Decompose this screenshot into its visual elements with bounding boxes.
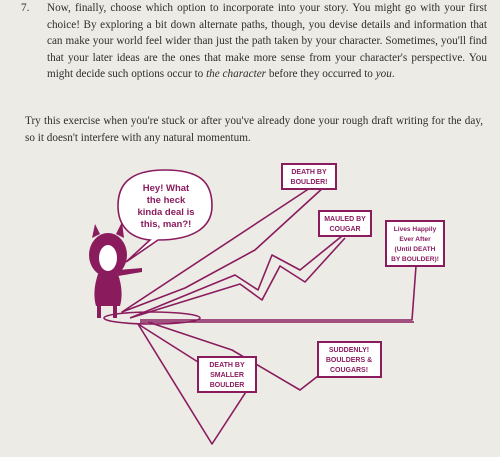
character-body: [94, 274, 121, 306]
box-death-by-smaller-boulder: [198, 357, 256, 392]
step-7-text-a: Now, finally, choose which option to incorporate into your story. You might go with your first choice! By exploring a bit down alternate paths, though, you devise details and information that can make your world feel wider than just the path taken by your character. Sometimes, you'll find that your later ideas are the ones that make more sense from your character's perspective. You might decide such options occur to: [47, 2, 487, 80]
box-5-line-3: BOULDER: [209, 382, 245, 389]
box-suddenly: [318, 342, 381, 377]
box-4-line-2: BOULDERS &: [325, 357, 373, 364]
box-5-line-1: DEATH BY: [209, 362, 245, 369]
box-3-line-4: BY BOULDER)!: [391, 256, 439, 263]
emphasis-you: you: [375, 68, 392, 80]
step-number: 7.: [21, 2, 30, 14]
box-3-line-1: Lives Happily: [393, 226, 437, 233]
left-leg: [97, 304, 101, 318]
bubble-line-3: kinda deal is: [137, 207, 195, 218]
box-1-line-2: BOULDER!: [290, 179, 328, 186]
box-2-line-2: COUGAR: [329, 226, 361, 233]
box-3-line-2: Ever After: [399, 236, 431, 243]
box-death-by-boulder: [282, 164, 336, 189]
box-1-line-1: DEATH BY: [291, 169, 327, 176]
box-2-line-1: MAULED BY: [324, 216, 366, 223]
bubble-line-1: Hey! What: [142, 183, 190, 194]
box-4-line-1: SUDDENLY!: [328, 347, 370, 354]
box-5-line-2: SMALLER: [210, 372, 244, 379]
box-lives-happily: [386, 221, 444, 266]
step-7-text-b: before they occurred to: [266, 68, 376, 80]
step-7-text-c: .: [391, 68, 395, 80]
box-3-line-3: (Until DEATH: [394, 246, 436, 253]
box-4-line-3: COUGARS!: [329, 367, 369, 374]
emphasis-the-character: the character: [206, 68, 267, 80]
try-exercise-paragraph: Try this exercise when you're stuck or after you've already done your rough draft writing for the day, so it doesn't interfere with any natural momentum.: [25, 115, 483, 144]
character-face: [99, 245, 117, 271]
box-mauled-by-cougar: [319, 211, 371, 236]
bubble-line-2: the heck: [146, 195, 186, 206]
right-leg: [113, 304, 117, 318]
path-mauled-by-cougar: [130, 228, 345, 318]
speech-bubble: [118, 170, 212, 262]
bubble-line-4: this, man?!: [140, 219, 192, 230]
